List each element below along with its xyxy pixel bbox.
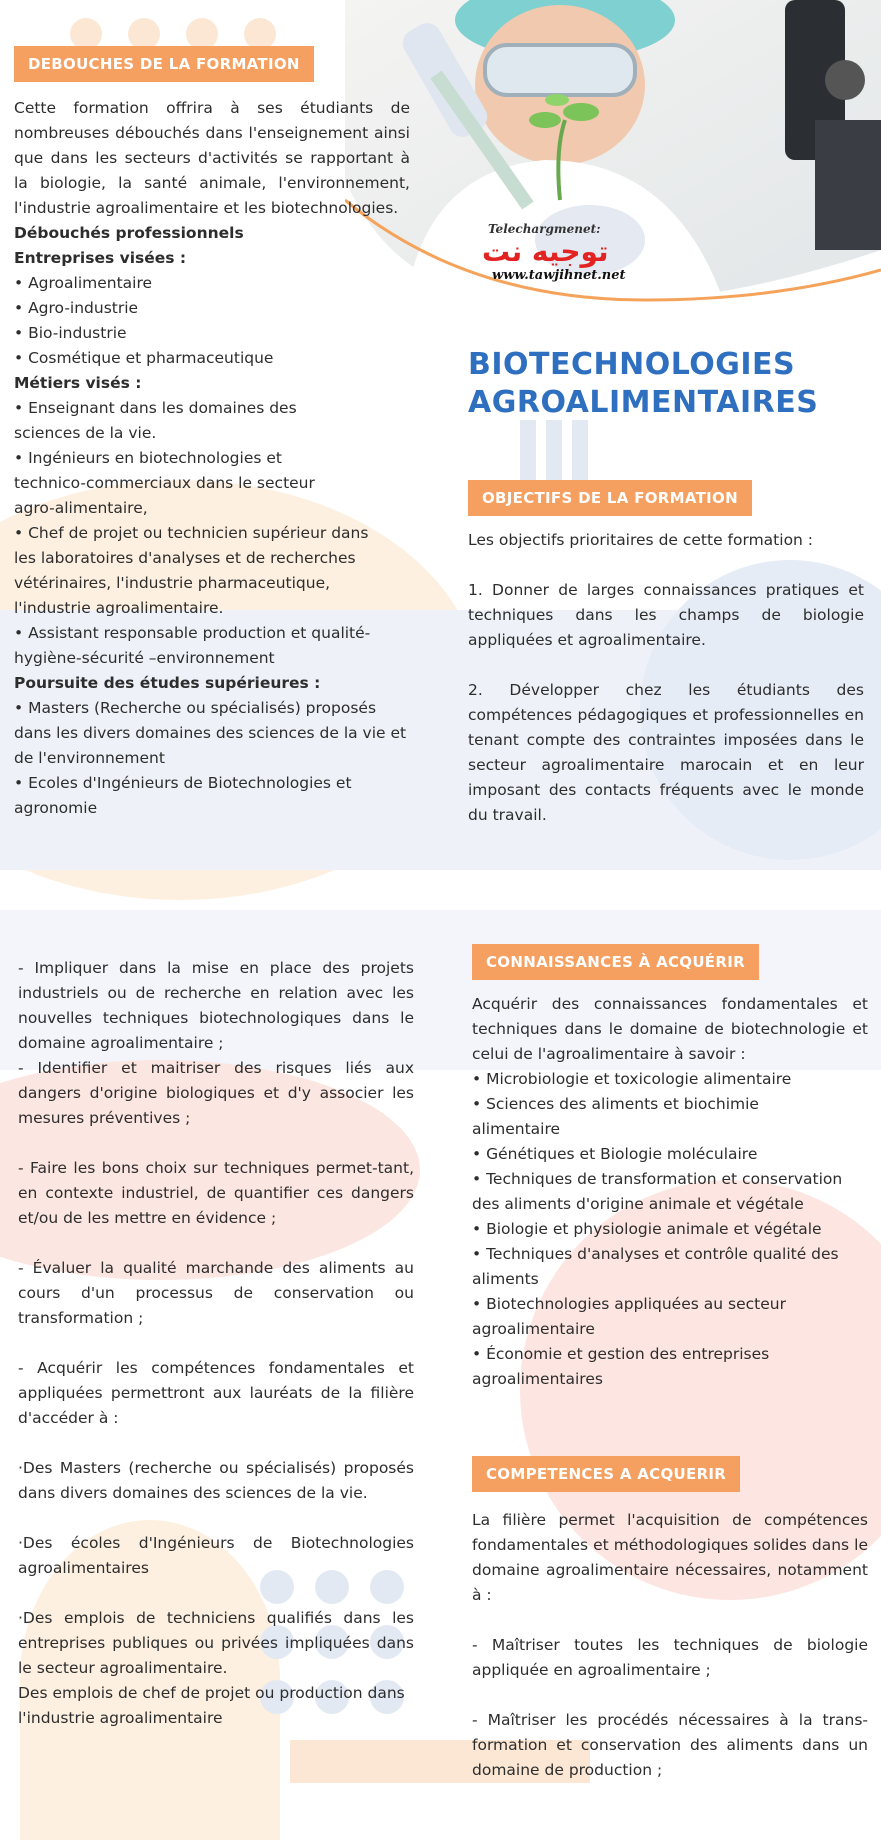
metiers-heading: Métiers visés : (14, 374, 142, 392)
entreprises-heading: Entreprises visées : (14, 249, 187, 267)
list-item: • Ecoles d'Ingénieurs de Biotechnologies et agronomie (14, 774, 352, 817)
list-item: • Biologie et physiologie animale et végétale (472, 1220, 822, 1238)
title-line-2: AGROALIMENTAIRES (468, 385, 819, 420)
list-item: • Chef de projet ou technicien supérieur dans les laboratoires d'analyses et de recherches vétérinaires, l'industrie pharmaceutique, l'industrie agroalimentaire. (14, 524, 369, 617)
poursuite-heading: Poursuite des études supérieures : (14, 674, 321, 692)
list-item: • Biotechnologies appliquées au secteur agroalimentaire (472, 1295, 786, 1338)
debouches-intro: Cette formation offrira à ses étudiants de nombreuses débouchés dans l'enseignement ainsi que dans les secteurs d'activités se rapportant à la biologie, la santé animale, l'environnement, l'industrie agroalimentaire et les biotechnologies. (14, 99, 410, 217)
connaissances-section (472, 992, 868, 1392)
list-item: • Assistant responsable production et qualité-hygiène-sécurité –environnement (14, 624, 371, 667)
objectifs-intro: Les objectifs prioritaires de cette formation : (468, 531, 814, 549)
debouches-label: DEBOUCHES DE LA FORMATION (14, 46, 314, 82)
brand-url[interactable]: www.tawjihnet.net (492, 268, 626, 283)
list-item: • Génétiques et Biologie moléculaire (472, 1145, 758, 1163)
objectifs-section (468, 528, 864, 828)
objectif-suite-7: ·Des écoles d'Ingénieurs de Biotechnologies agroalimentaires (18, 1534, 414, 1577)
brand-name: توجيه نت (482, 235, 609, 268)
objectif-suite-8: ·Des emplois de techniciens qualifiés dans les entreprises publiques ou privées impliquées dans le secteur agroalimentaire. (18, 1609, 414, 1677)
objectif-suite-4: - Évaluer la qualité marchande des aliments au cours d'un processus de conservation ou transformation ; (18, 1259, 414, 1327)
competences-section (472, 1508, 868, 1783)
objectif-suite-3: - Faire les bons choix sur techniques permet-tant, en contexte industriel, de quantifier ces dangers et/ou de les mettre en évidence ; (18, 1159, 414, 1227)
list-item: • Masters (Recherche ou spécialisés) proposés dans les divers domaines des sciences de la vie et de l'environnement (14, 699, 407, 767)
watermark-logo (482, 222, 672, 302)
competence-item-2: - Maîtriser les procédés nécessaires à la trans-formation et conservation des aliments dans un domaine de production ; (472, 1711, 868, 1779)
list-item: • Microbiologie et toxicologie alimentaire (472, 1070, 792, 1088)
list-item: • Ingénieurs en biotechnologies et technico-commerciaux dans le secteur agro-alimentaire, (14, 449, 315, 517)
list-item: • Bio-industrie (14, 324, 127, 342)
page-title (468, 346, 818, 422)
objectifs-label: OBJECTIFS DE LA FORMATION (468, 480, 752, 516)
objectif-suite-1: - Impliquer dans la mise en place des projets industriels ou de recherche en relation avec les nouvelles techniques biotechnologiques dans le domaine agroalimentaire ; (18, 959, 414, 1052)
objectif-item-1: 1. Donner de larges connaissances pratiques et techniques dans les champs de biologie appliquées et agroalimentaire. (468, 581, 864, 649)
competences-intro: La filière permet l'acquisition de compétences fondamentales et méthodologiques solides dans le domaine agroalimentaire nécessaires, notamment à : (472, 1511, 868, 1604)
competences-label: COMPETENCES A ACQUERIR (472, 1456, 740, 1492)
list-item: • Économie et gestion des entreprises agroalimentaires (472, 1345, 770, 1388)
objectifs-suite-section (18, 956, 414, 1731)
list-item: • Techniques d'analyses et contrôle qualité des aliments (472, 1245, 839, 1288)
objectif-suite-2: - Identifier et maitriser des risques liés aux dangers d'origine biologiques et d'y associer les mesures préventives ; (18, 1059, 414, 1127)
list-item: • Agro-industrie (14, 299, 139, 317)
debouches-pro-heading: Débouchés professionnels (14, 224, 244, 242)
download-label: Telechargmenet: (488, 222, 601, 236)
objectif-suite-6: ·Des Masters (recherche ou spécialisés) proposés dans divers domaines des sciences de la vie. (18, 1459, 414, 1502)
list-item: • Agroalimentaire (14, 274, 153, 292)
debouches-section (14, 96, 410, 821)
connaissances-intro: Acquérir des connaissances fondamentales et techniques dans le domaine de biotechnologie et celui de l'agroalimentaire à savoir : (472, 995, 868, 1063)
title-line-1: BIOTECHNOLOGIES (468, 347, 796, 382)
competence-item-1: - Maîtriser toutes les techniques de biologie appliquée en agroalimentaire ; (472, 1636, 868, 1679)
objectif-item-2: 2. Développer chez les étudiants des compétences pédagogiques et professionnelles en tenant compte des contraintes imposées dans le secteur agroalimentaire marocain et en leur imposant des contacts fréquents avec le monde du travail. (468, 681, 864, 824)
objectif-suite-9: Des emplois de chef de projet ou production dans l'industrie agroalimentaire (18, 1684, 405, 1727)
list-item: • Techniques de transformation et conservation des aliments d'origine animale et végétale (472, 1170, 843, 1213)
list-item: • Enseignant dans les domaines des sciences de la vie. (14, 399, 297, 442)
list-item: • Sciences des aliments et biochimie alimentaire (472, 1095, 759, 1138)
list-item: • Cosmétique et pharmaceutique (14, 349, 274, 367)
objectif-suite-5: - Acquérir les compétences fondamentales et appliquées permettront aux lauréats de la filière d'accéder à : (18, 1359, 414, 1427)
connaissances-label: CONNAISSANCES À ACQUÉRIR (472, 944, 759, 980)
